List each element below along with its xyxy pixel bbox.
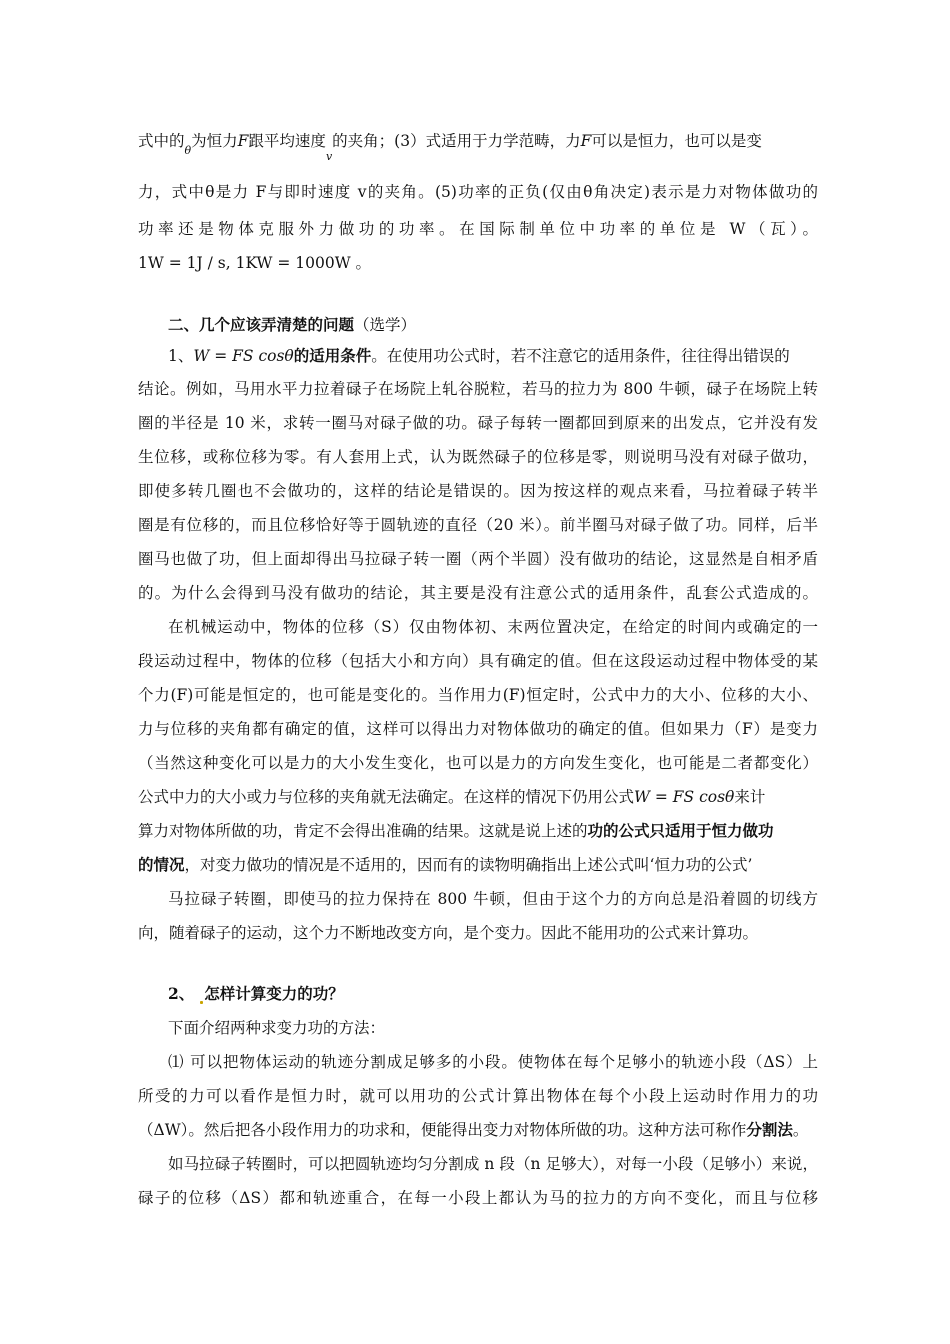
text-span: 来计 xyxy=(734,788,766,806)
text-span: 式中的 xyxy=(138,132,185,150)
text-line: ⑴ 可以把物体运动的轨迹分割成足够多的小段。使物体在每个足够小的轨迹小段（ΔS）上 xyxy=(168,1053,818,1071)
text-span: 跟平均速度 xyxy=(248,132,326,150)
item-number: 2、 xyxy=(168,984,195,1003)
heading-text: 二、几个应该弄清楚的问题 xyxy=(168,316,355,334)
item-number: 1、 xyxy=(168,347,194,365)
text-line: 下面介绍两种求变力功的方法： xyxy=(168,1019,386,1037)
text-span: 为恒力 xyxy=(191,132,238,150)
text-line: 力，式中θ是力 F与即时速度 v的夹角。(5)功率的正负(仅由θ角决定)表示是力对物体做功的 xyxy=(138,183,818,201)
text-line: 碌子的位移（ΔS）都和轨迹重合，在每一小段上都认为马的拉力的方向不变化，而且与位移 xyxy=(138,1189,818,1207)
text-span: 公式中力的大小或力与位移的夹角就无法确定。在这样的情况下仍用公式 xyxy=(138,788,635,806)
bold-term: 的适用条件 xyxy=(293,346,372,365)
text-line: （当然这种变化可以是力的大小发生变化，也可以是力的方向发生变化，也可能是二者都变化） xyxy=(138,754,818,772)
text-line xyxy=(138,821,818,841)
heading-text: 怎样计算变力的功？ xyxy=(204,984,344,1003)
text-span: ，对变力做功的情况是不适用的，因而有的读物明确指出上述公式叫‘恒力功的公式’ xyxy=(184,856,753,874)
text-span: （ΔW）。然后把各小段作用力的功求和，便能得出变力对物体所做的功。这种方法可称作 xyxy=(138,1121,747,1139)
text-line xyxy=(138,131,818,163)
text-line: 所受的力可以看作是恒力时，就可以用功的公式计算出物体在每个小段上运动时作用力的功 xyxy=(138,1087,818,1105)
bold-term: 的情况 xyxy=(138,855,185,874)
force-symbol: F xyxy=(237,132,249,150)
bold-term: 分割法 xyxy=(746,1120,793,1139)
text-line: 即使多转几圈也不会做功的，这样的结论是错误的。因为按这样的观点来看，马拉着碌子转半 xyxy=(138,482,818,500)
work-formula: W = FS cosθ xyxy=(193,347,294,365)
formula-line: 1W = 1J / s, 1KW = 1000W 。 xyxy=(138,254,372,272)
text-line: 圈是有位移的，而且位移恰好等于圆轨迹的直径（20 米）。前半圈马对碌子做了功。同样，后半 xyxy=(138,516,818,534)
text-span: 。 xyxy=(792,1121,809,1139)
text-line xyxy=(168,346,818,366)
text-span: 可以是恒力，也可以是变 xyxy=(591,132,762,150)
text-line xyxy=(138,787,818,807)
text-line: 结论。例如，马用水平力拉着碌子在场院上轧谷脱粒，若马的拉力为 800 牛顿，碌子在场院上转 xyxy=(138,380,818,398)
work-formula: W = FS cosθ xyxy=(634,788,735,806)
force-symbol: F xyxy=(580,132,592,150)
text-line: 如马拉碌子转圈时，可以把圆轨迹均匀分割成 n 段（n 足够大），对每一小段（足够小）来说， xyxy=(168,1155,818,1173)
text-line: 个力(F)可能是恒定的，也可能是变化的。当作用力(F)恒定时，公式中力的大小、位移的大小、 xyxy=(138,686,818,704)
text-line: 向，随着碌子的运动，这个力不断地改变方向，是个变力。因此不能用功的公式来计算功。 xyxy=(138,924,759,942)
text-line: 力与位移的夹角都有确定的值，这样可以得出力对物体做功的确定的值。但如果力（F）是变力 xyxy=(138,720,818,738)
bold-term: 功的公式只适用于恒力做功 xyxy=(587,821,774,840)
heading-suffix: （选学） xyxy=(354,316,417,334)
section-heading xyxy=(168,315,848,335)
velocity-symbol: v xyxy=(325,150,333,163)
mark-icon xyxy=(200,1001,203,1004)
text-line: 圈马也做了功，但上面却得出马拉碌子转一圈（两个半圆）没有做功的结论，这显然是自相矛盾 xyxy=(138,550,818,568)
text-line: 圈的半径是 10 米，求转一圈马对碌子做的功。碌子每转一圈都回到原来的出发点，它并没有发 xyxy=(138,414,818,432)
text-line xyxy=(138,855,818,875)
text-line xyxy=(138,1120,818,1140)
theta-symbol: θ xyxy=(184,144,192,157)
text-span: 。在使用功公式时，若不注意它的适用条件，往往得出错误的 xyxy=(371,347,790,365)
text-span: 的夹角；(3）式适用于力学范畴，力 xyxy=(332,132,581,150)
section-heading xyxy=(168,984,848,1004)
text-line: 的。为什么会得到马没有做功的结论，其主要是没有注意公式的适用条件，乱套公式造成的。 xyxy=(138,584,818,602)
text-line: 段运动过程中，物体的位移（包括大小和方向）具有确定的值。但在这段运动过程中物体受的某 xyxy=(138,652,818,670)
text-line: 在机械运动中，物体的位移（S）仅由物体初、末两位置决定，在给定的时间内或确定的一 xyxy=(168,618,818,636)
text-line: 生位移，或称位移为零。有人套用上式，认为既然碌子的位移是零，则说明马没有对碌子做功， xyxy=(138,448,818,466)
text-line: 功率还是物体克服外力做功的功率。在国际制单位中功率的单位是 W（瓦）。 xyxy=(138,220,818,238)
text-line: 马拉碌子转圈，即使马的拉力保持在 800 牛顿，但由于这个力的方向总是沿着圆的切线方 xyxy=(168,890,818,908)
text-span: 算力对物体所做的功，肯定不会得出准确的结果。这就是说上述的 xyxy=(138,822,588,840)
